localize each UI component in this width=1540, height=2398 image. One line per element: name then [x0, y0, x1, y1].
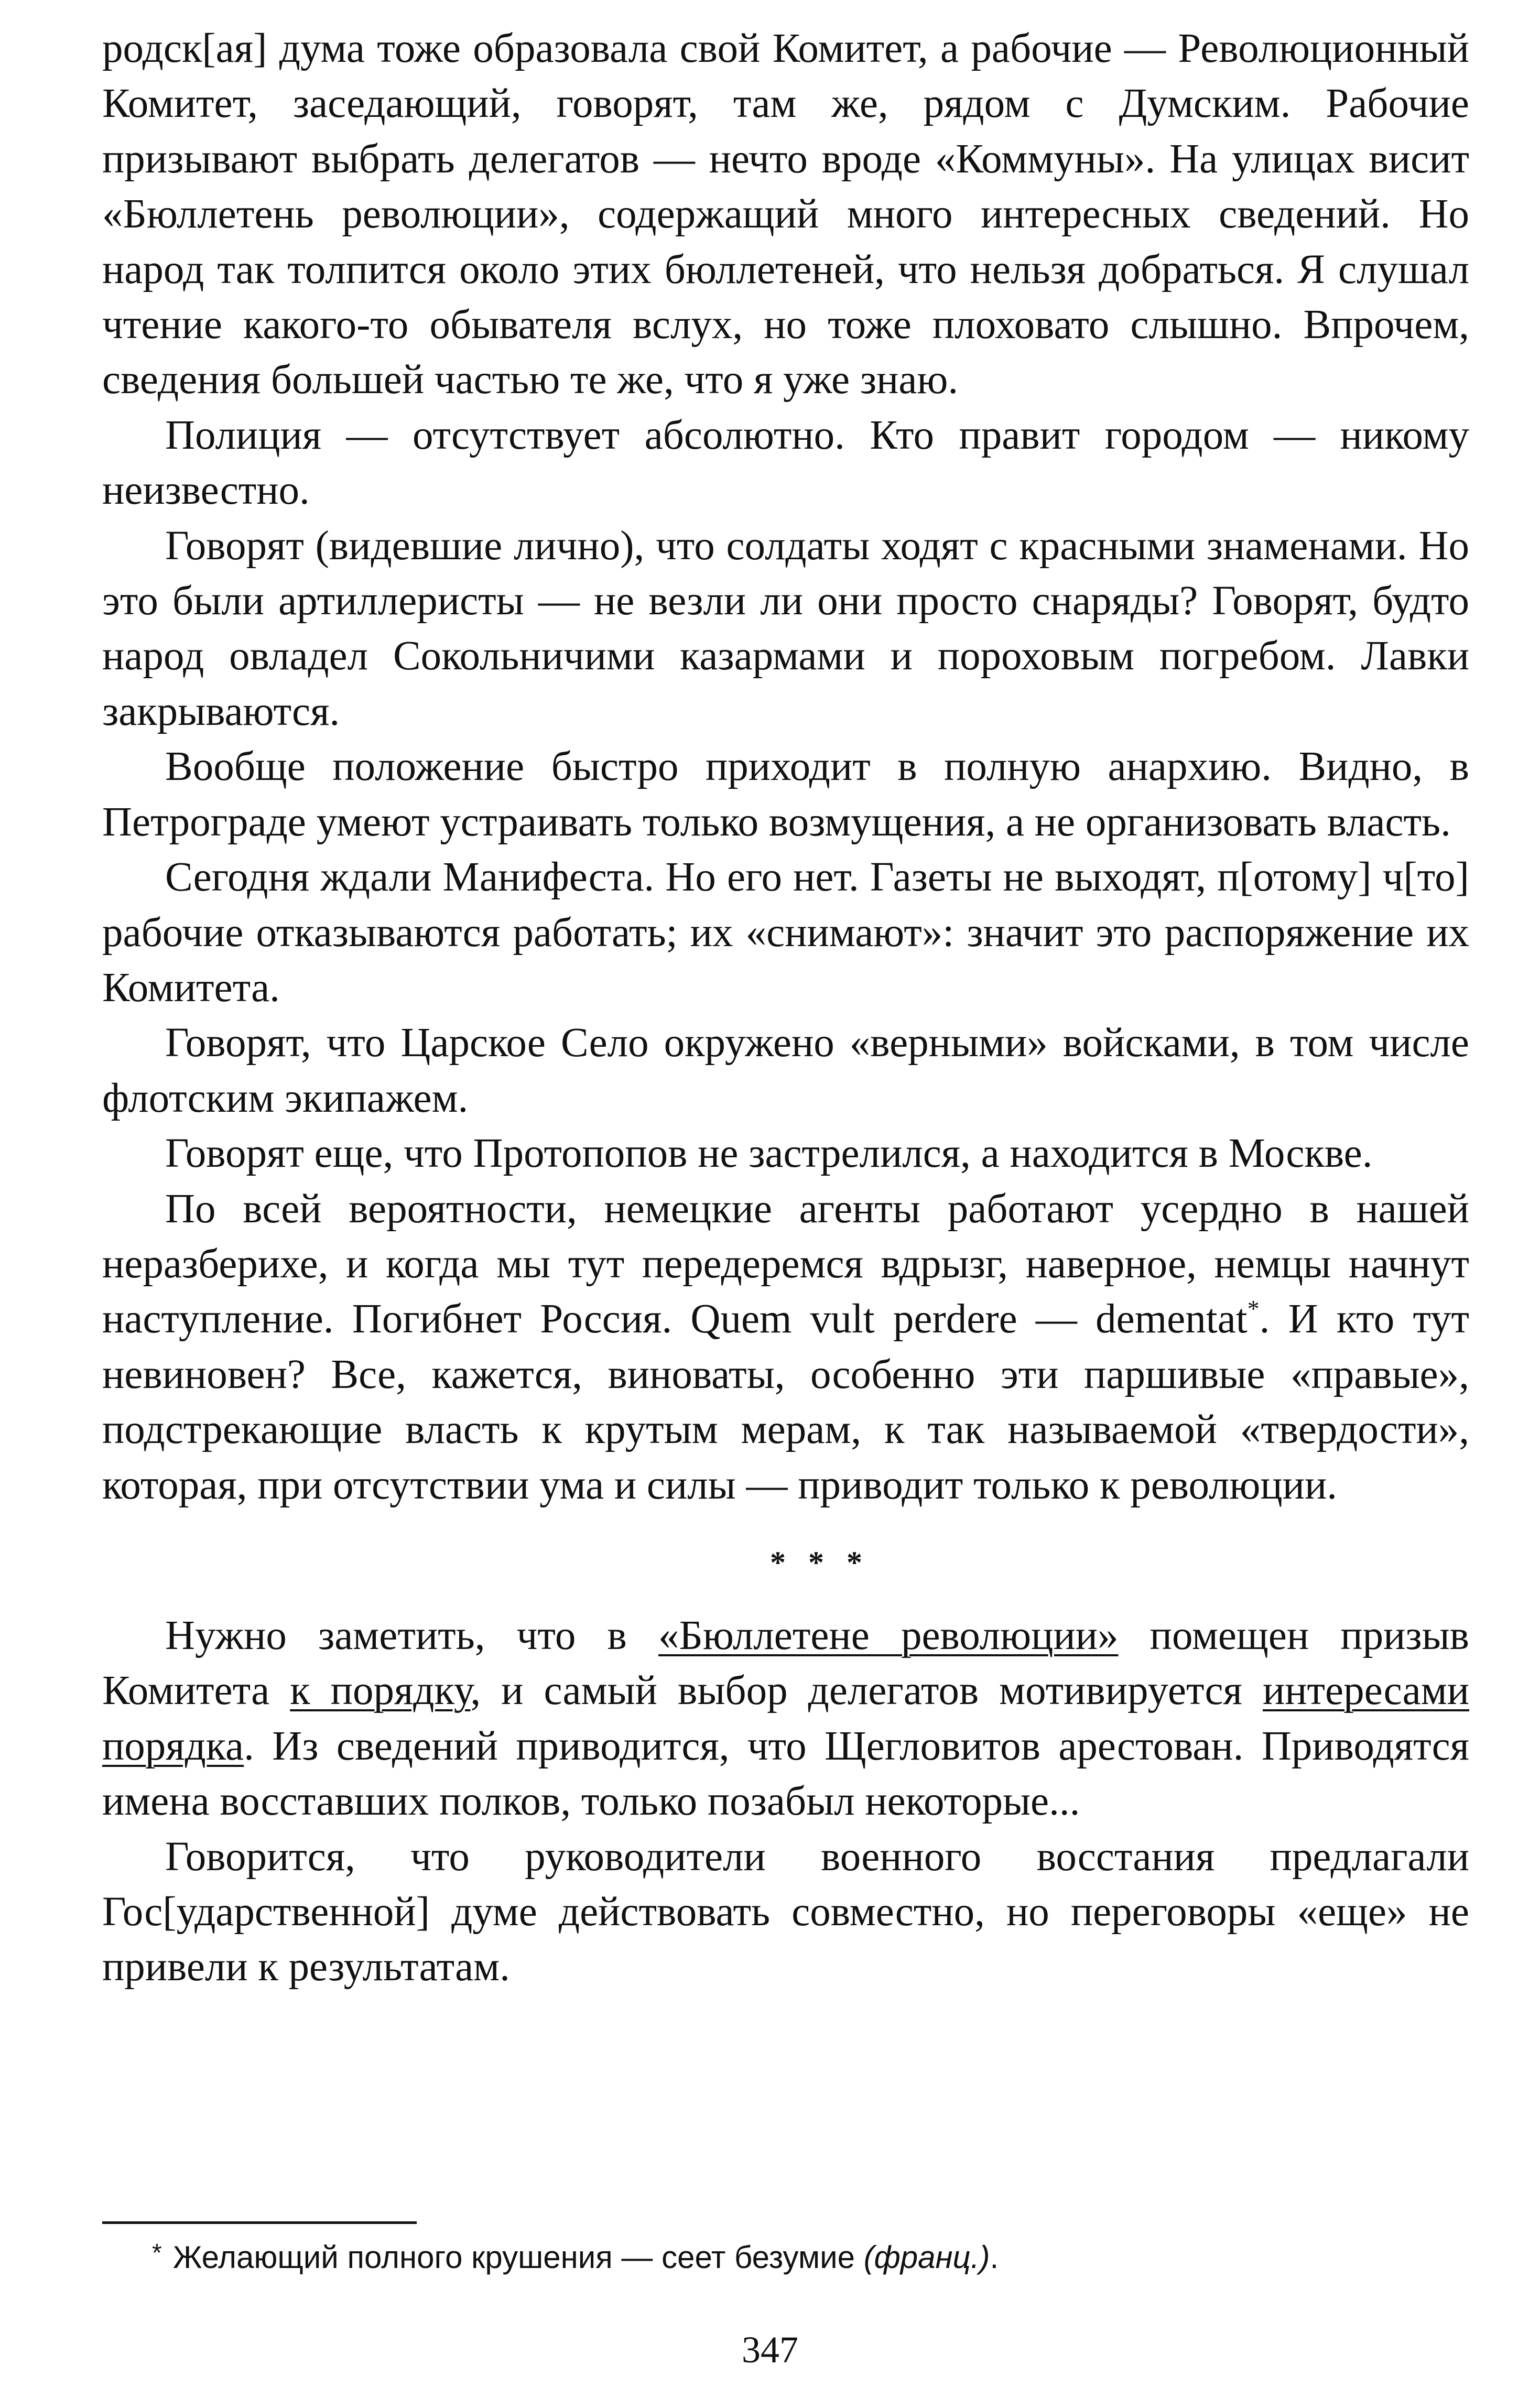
underlined-bulletin-title: «Бюллетене революции» — [658, 1612, 1119, 1658]
footnote-text: Желающий полного крушения — сеет безумие — [173, 2240, 864, 2275]
footnote-reference-mark: * — [1247, 1295, 1260, 1322]
paragraph-manifesto: Сегодня ждали Манифеста. Но его нет. Газеты не выходят, п[отому] ч[то] рабочие отказываются работать; их «снимают»: значит это распоряжение их Комитета. — [102, 854, 1469, 1011]
paragraph-soldiers: Говорят (видевшие лично), что солдаты ходят с красными знаменами. Но это были артиллеристы — не везли ли они просто снаряды? Говорят, будто народ овладел Сокольничими казармами и пороховым погребом. Лавки закрываются. — [102, 523, 1469, 734]
bulletin-text-2: помещен призыв Комитета — [102, 1612, 1469, 1714]
paragraph-bulletin — [102, 1608, 1469, 1829]
bulletin-text-3: , и самый выбор делегатов мотивируется — [470, 1668, 1263, 1714]
underlined-interests-of-order: интересами порядка — [102, 1668, 1469, 1769]
footnote-language-note: (франц.) — [863, 2240, 990, 2275]
bulletin-text-1: Нужно заметить, что в — [165, 1612, 659, 1658]
bulletin-text-4: . Из сведений приводится, что Щегловитов арестован. Приводятся имена восставших полков, только позабыл некоторые... — [102, 1723, 1469, 1825]
main-text — [102, 21, 1469, 1995]
footnote-mark: * — [152, 2239, 162, 2267]
paragraph-germans-text-a: По всей вероятности, немецкие агенты работают усердно в нашей неразберихе, и когда мы тут передеремся вдрызг, наверное, немцы начнут наступление. Погибнет Россия. Quem vult perdere — dementat — [102, 1186, 1469, 1342]
paragraph-germans-text-b: . И кто тут невиновен? Все, кажется, виноваты, особенно эти паршивые «правые», подстрекающие власть к крутым мерам, к так называемой «твердости», которая, при отсутствии ума и силы — приводит только к революции. — [102, 1296, 1469, 1508]
paragraph-tsarskoe-selo: Говорят, что Царское Село окружено «верными» войсками, в том числе флотским экипажем. — [102, 1020, 1469, 1121]
footnote-end: . — [990, 2240, 999, 2275]
paragraph-germans — [102, 1181, 1469, 1513]
footnote-divider — [102, 2221, 417, 2224]
paragraph-protopopov: Говорят еще, что Протопопов не застрелился, а находится в Москве. — [165, 1131, 1373, 1177]
paragraph-1: родск[ая] дума тоже образовала свой Комитет, а рабочие — Революционный Комитет, заседающий, говорят, там же, рядом с Думским. Рабочие призывают выбрать делегатов — нечто вроде «Коммуны». На улицах висит «Бюллетень революции», содержащий много интересных сведений. Но народ так толпится около этих бюллетеней, что нельзя добраться. Я слушал чтение какого-то обывателя вслух, но тоже плоховато слышно. Впрочем, сведения большей частью те же, что я уже знаю. — [102, 26, 1469, 403]
page-number: 347 — [742, 2329, 798, 2371]
paragraph-police: Полиция — отсутствует абсолютно. Кто правит городом — никому неизвестно. — [102, 412, 1469, 514]
paragraph-anarchy: Вообще положение быстро приходит в полную анархию. Видно, в Петрограде умеют устраивать только возмущения, а не организовать власть. — [102, 744, 1469, 845]
paragraph-duma: Говорится, что руководители военного восстания предлагали Гос[ударственной] думе действовать совместно, но переговоры «еще» не привели к результатам. — [102, 1833, 1469, 1990]
footnote — [152, 2234, 1431, 2281]
section-separator: * * * — [770, 1545, 870, 1580]
underlined-to-order: к порядку — [290, 1668, 471, 1714]
